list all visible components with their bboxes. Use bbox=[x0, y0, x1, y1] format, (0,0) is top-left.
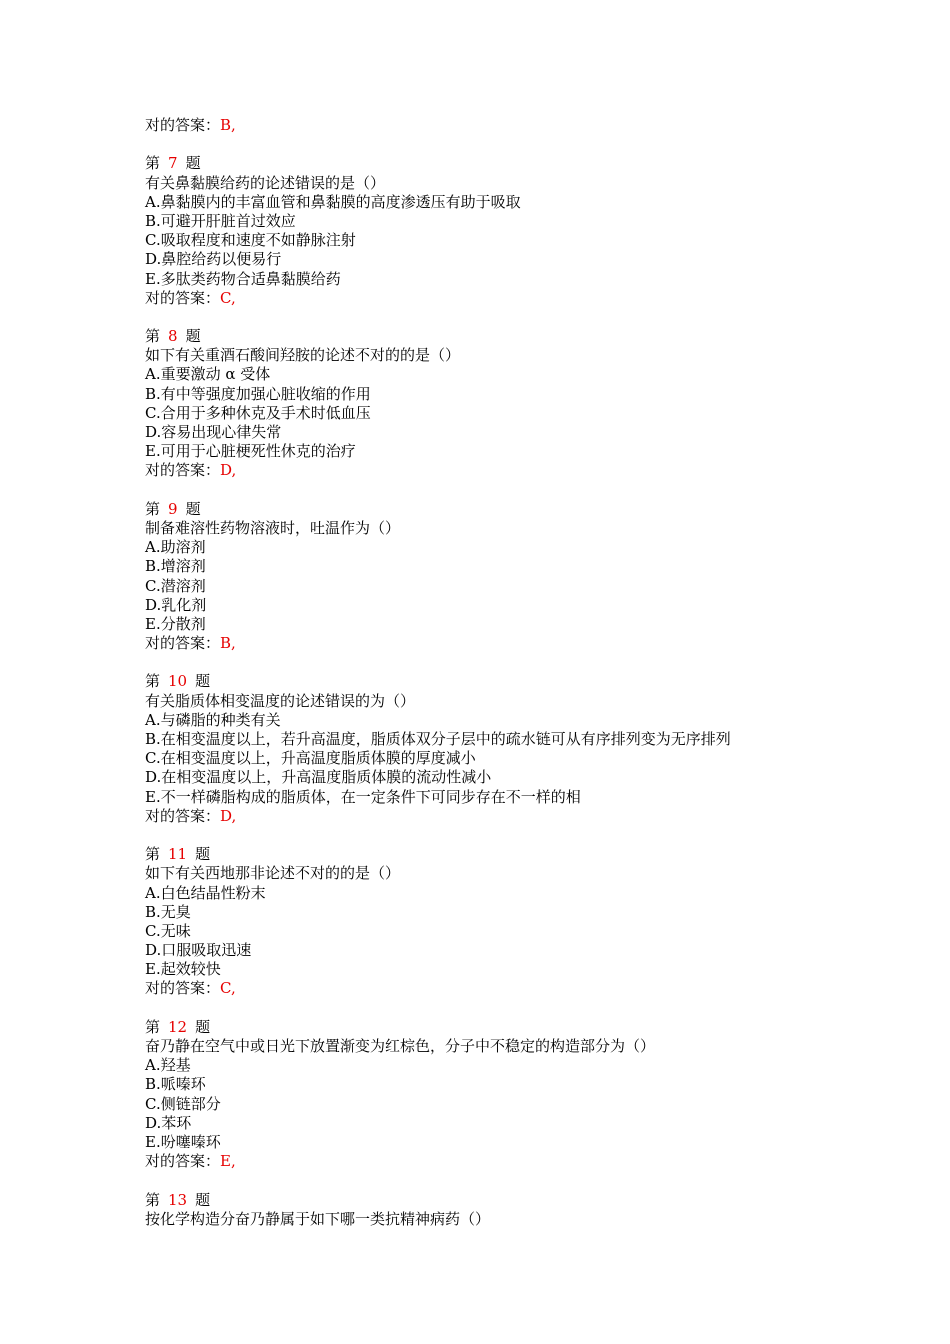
question-number: 9 bbox=[168, 499, 178, 518]
answer-label: 对的答案： bbox=[145, 806, 221, 825]
question-heading bbox=[145, 672, 925, 691]
question-number: 12 bbox=[168, 1017, 188, 1036]
option-a: A.与磷脂的种类有关 bbox=[145, 710, 281, 729]
answer-line bbox=[145, 1152, 925, 1171]
question-heading bbox=[145, 1018, 925, 1037]
question-heading bbox=[145, 327, 925, 346]
question-heading bbox=[145, 154, 925, 173]
question-prefix: 第 bbox=[145, 845, 161, 864]
question-block bbox=[145, 154, 925, 308]
question-stem: 按化学构造分奋乃静属于如下哪一类抗精神病药（） bbox=[145, 1209, 491, 1228]
answer-label: 对的答案： bbox=[145, 979, 221, 998]
option-a: A.鼻黏膜内的丰富血管和鼻黏膜的高度渗透压有助于吸取 bbox=[145, 192, 521, 211]
question-suffix: 题 bbox=[185, 499, 201, 518]
option-e: E.起效较快 bbox=[145, 960, 221, 979]
question-suffix: 题 bbox=[195, 1190, 211, 1209]
answer-label: 对的答案： bbox=[145, 1152, 221, 1171]
answer-line bbox=[145, 116, 925, 135]
question-heading bbox=[145, 1191, 925, 1210]
option-b: B.增溶剂 bbox=[145, 557, 206, 576]
question-heading bbox=[145, 845, 925, 864]
question-number: 8 bbox=[168, 327, 178, 346]
option-b: B.可避开肝脏首过效应 bbox=[145, 211, 296, 230]
question-prefix: 第 bbox=[145, 1017, 161, 1036]
question-block bbox=[145, 327, 925, 481]
option-c: C.无味 bbox=[145, 921, 191, 940]
question-block bbox=[145, 500, 925, 654]
option-b: B.无臭 bbox=[145, 902, 191, 921]
option-d: D.在相变温度以上，升高温度脂质体膜的流动性减小 bbox=[145, 768, 492, 787]
option-d: D.容易出现心律失常 bbox=[145, 423, 282, 441]
option-b: B.哌嗪环 bbox=[145, 1075, 206, 1094]
answer-line bbox=[145, 634, 925, 653]
answer-value: C, bbox=[220, 288, 236, 307]
question-number: 10 bbox=[168, 672, 188, 691]
question-stem: 有关脂质体相变温度的论述错误的为（） bbox=[145, 691, 416, 710]
option-c: C.潜溶剂 bbox=[145, 576, 206, 595]
question-stem: 如下有关西地那非论述不对的的是（） bbox=[145, 864, 401, 883]
answer-label: 对的答案： bbox=[145, 116, 221, 134]
question-block bbox=[145, 1018, 925, 1172]
option-d: D.鼻腔给药以便易行 bbox=[145, 250, 282, 269]
option-c: C.合用于多种休克及手术时低血压 bbox=[145, 403, 371, 422]
question-prefix: 第 bbox=[145, 327, 161, 346]
answer-value: B, bbox=[220, 634, 236, 653]
answer-label: 对的答案： bbox=[145, 288, 221, 307]
question-block bbox=[145, 672, 925, 826]
answer-value: D, bbox=[220, 806, 237, 825]
option-c: C.吸取程度和速度不如静脉注射 bbox=[145, 231, 356, 250]
answer-value: B, bbox=[220, 116, 236, 134]
question-number: 11 bbox=[168, 845, 188, 864]
option-e: E.不一样磷脂构成的脂质体，在一定条件下可同步存在不一样的相 bbox=[145, 787, 581, 806]
option-e: E.可用于心脏梗死性休克的治疗 bbox=[145, 442, 356, 461]
question-suffix: 题 bbox=[195, 672, 211, 691]
option-c: C.侧链部分 bbox=[145, 1094, 221, 1113]
answer-value: D, bbox=[220, 461, 237, 480]
answer-label: 对的答案： bbox=[145, 461, 221, 480]
question-suffix: 题 bbox=[185, 154, 201, 173]
question-prefix: 第 bbox=[145, 154, 161, 173]
question-suffix: 题 bbox=[195, 1017, 211, 1036]
answer-value: E, bbox=[220, 1152, 236, 1171]
question-prefix: 第 bbox=[145, 1190, 161, 1209]
question-stem: 制备难溶性药物溶液时，吐温作为（） bbox=[145, 518, 401, 537]
option-e: E.分散剂 bbox=[145, 614, 206, 633]
answer-line bbox=[145, 807, 925, 826]
document-page bbox=[145, 116, 925, 1248]
previous-answer-block bbox=[145, 116, 925, 135]
option-d: D.苯环 bbox=[145, 1113, 192, 1132]
answer-line bbox=[145, 289, 925, 308]
option-a: A.重要激动 α 受体 bbox=[145, 365, 271, 384]
question-number: 13 bbox=[168, 1190, 188, 1209]
question-suffix: 题 bbox=[195, 845, 211, 864]
question-number: 7 bbox=[168, 154, 178, 173]
question-prefix: 第 bbox=[145, 672, 161, 691]
option-c: C.在相变温度以上，升高温度脂质体膜的厚度减小 bbox=[145, 749, 476, 768]
question-block bbox=[145, 1191, 925, 1229]
option-a: A.白色结晶性粉末 bbox=[145, 883, 266, 902]
option-e: E.吩噻嗪环 bbox=[145, 1132, 221, 1151]
question-stem: 如下有关重酒石酸间羟胺的论述不对的的是（） bbox=[145, 346, 461, 365]
question-prefix: 第 bbox=[145, 499, 161, 518]
question-heading bbox=[145, 500, 925, 519]
question-stem: 奋乃静在空气中或日光下放置渐变为红棕色，分子中不稳定的构造部分为（） bbox=[145, 1037, 656, 1055]
option-e: E.多肽类药物合适鼻黏膜给药 bbox=[145, 269, 341, 288]
answer-line bbox=[145, 979, 925, 998]
answer-label: 对的答案： bbox=[145, 634, 221, 653]
option-d: D.口服吸取迅速 bbox=[145, 941, 252, 960]
question-block bbox=[145, 845, 925, 999]
option-b: B.在相变温度以上，若升高温度，脂质体双分子层中的疏水链可从有序排列变为无序排列 bbox=[145, 730, 731, 748]
option-b: B.有中等强度加强心脏收缩的作用 bbox=[145, 384, 371, 403]
option-a: A.羟基 bbox=[145, 1056, 191, 1075]
option-a: A.助溶剂 bbox=[145, 538, 206, 557]
answer-value: C, bbox=[220, 979, 236, 998]
option-d: D.乳化剂 bbox=[145, 595, 207, 614]
answer-line bbox=[145, 461, 925, 480]
question-stem: 有关鼻黏膜给药的论述错误的是（） bbox=[145, 173, 386, 192]
question-suffix: 题 bbox=[185, 327, 201, 346]
